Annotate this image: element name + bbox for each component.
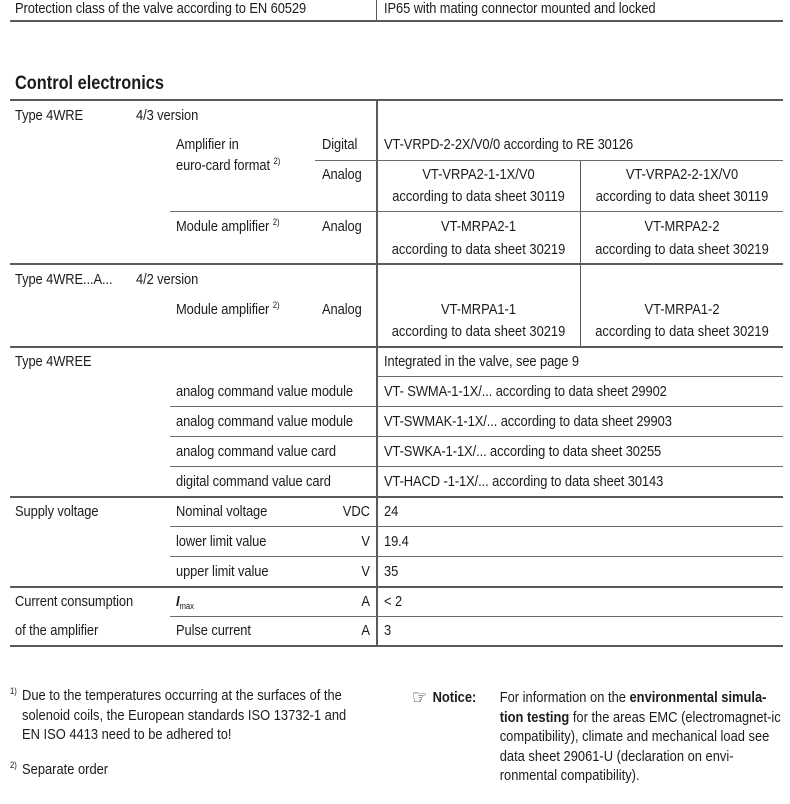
command-row-label: analog command value module: [176, 383, 353, 400]
notice-box: [412, 687, 787, 784]
notice-text-before: For information on the: [499, 689, 630, 706]
command-row-value: VT- SWMA-1-1X/... according to data sheet 29902: [384, 383, 667, 400]
module-amp-label: [176, 218, 279, 236]
notice-bold-text: environmental simula-tion testing: [499, 689, 767, 726]
mrpa2-2-line2: according to data sheet 30219: [595, 241, 769, 258]
module-amp-a-text: Module amplifier: [176, 301, 270, 318]
section-rule: [10, 496, 783, 498]
imax-subscript: max: [179, 601, 194, 611]
euro-card-label-line1: Amplifier in: [176, 136, 239, 153]
supply-row-value: 19.4: [384, 533, 409, 550]
module-amp-a-label: [176, 301, 279, 319]
mrpa1-1-line1: VT-MRPA1-1: [440, 301, 517, 318]
type-4wre-a-label: Type 4WRE...A...: [15, 271, 113, 288]
column-divider: [376, 0, 377, 21]
integrated-value: Integrated in the valve, see page 9: [384, 353, 579, 370]
type-4wree-label: Type 4WREE: [15, 353, 92, 370]
notice-text: [500, 688, 787, 786]
footnote-1: [10, 686, 364, 743]
mrpa2-1-line1: VT-MRPA2-1: [440, 218, 517, 235]
row-rule: [170, 466, 783, 467]
current-row-label: Pulse current: [176, 622, 251, 639]
footnote-text: Due to the temperatures occurring at the surfaces of the solenoid coils, the European standards ISO 13732-1 and EN ISO 4413 need to be adhered to!: [22, 687, 347, 743]
vrpa2-2-line2: according to data sheet 30119: [595, 188, 769, 205]
command-row-value: VT-HACD -1-1X/... according to data sheet 30143: [384, 473, 664, 490]
imax-label: [176, 593, 194, 611]
table-bottom-rule: [10, 645, 783, 647]
supply-row-value: 35: [384, 563, 399, 580]
mrpa1-2-line2: according to data sheet 30219: [595, 323, 769, 340]
section-rule: [10, 586, 783, 588]
footnote-ref: 2): [273, 156, 281, 166]
vrpa2-1-line1: VT-VRPA2-1-1X/V0: [422, 166, 535, 183]
supply-row-unit: V: [361, 563, 370, 580]
command-row-label: analog command value card: [176, 443, 336, 460]
footnote-ref: 2): [272, 217, 280, 227]
euro-card-label-text: euro-card format: [176, 157, 270, 174]
supply-row-label: Nominal voltage: [176, 503, 268, 520]
row-rule: [170, 556, 783, 557]
notice-text-after: for the areas EMC (electromagnet-ic compatibility), climate and mechanical load see data sheet 29061-U (declaration on envi-ronmental compatibility).: [499, 708, 781, 784]
analog-kind: Analog: [322, 166, 362, 183]
imax-symbol: I: [176, 593, 180, 610]
command-row-label: digital command value card: [176, 473, 331, 490]
footnote-ref: 2): [272, 300, 280, 310]
main-column-divider: [376, 100, 378, 646]
footnote-text: Separate order: [22, 761, 109, 778]
footnote-ref: 2): [10, 760, 17, 770]
section-rule: [10, 263, 783, 265]
module-amp-kind: Analog: [322, 218, 362, 235]
command-row-value: VT-SWKA-1-1X/... according to data sheet 30255: [384, 443, 662, 460]
section-title: Control electronics: [15, 73, 164, 94]
supply-voltage-label: Supply voltage: [15, 503, 99, 520]
digital-row-rule: [315, 160, 783, 161]
type-4wre-a-version: 4/2 version: [136, 271, 199, 288]
row-rule: [170, 526, 783, 527]
digital-kind: Digital: [322, 136, 358, 153]
command-row-value: VT-SWMAK-1-1X/... according to data sheet 29903: [384, 413, 672, 430]
current-row-value: 3: [384, 622, 392, 639]
current-consumption-label-line2: of the amplifier: [15, 622, 99, 639]
current-consumption-label-line1: Current consumption: [15, 593, 134, 610]
pointing-hand-icon: ☞: [412, 687, 428, 709]
supply-row-label: upper limit value: [176, 563, 269, 580]
euro-card-rule: [170, 211, 783, 212]
euro-card-label-line2: [176, 157, 280, 175]
vrpa2-2-line1: VT-VRPA2-2-1X/V0: [625, 166, 739, 183]
supply-row-unit: V: [361, 533, 370, 550]
mrpa1-1-line2: according to data sheet 30219: [391, 323, 566, 340]
table-top-rule: [10, 99, 783, 101]
protection-class-label: Protection class of the valve according to EN 60529: [15, 0, 307, 17]
inner-column-divider: [580, 161, 581, 347]
row-rule: [170, 406, 783, 407]
mrpa1-2-line1: VT-MRPA1-2: [644, 301, 720, 318]
type-4wre-version: 4/3 version: [136, 107, 199, 124]
row-rule: [170, 616, 783, 617]
current-row-unit: A: [361, 622, 370, 639]
row-rule: [10, 20, 783, 22]
digital-value: VT-VRPD-2-2X/V0/0 according to RE 30126: [384, 136, 634, 153]
module-amp-text: Module amplifier: [176, 218, 270, 235]
type-4wre-label: Type 4WRE: [15, 107, 84, 124]
module-amp-a-kind: Analog: [322, 301, 362, 318]
current-row-value: < 2: [384, 593, 403, 610]
supply-row-label: lower limit value: [176, 533, 267, 550]
footnote-ref: 1): [10, 686, 17, 696]
protection-class-value: IP65 with mating connector mounted and locked: [384, 0, 656, 17]
command-row-label: analog command value module: [176, 413, 353, 430]
mrpa2-2-line1: VT-MRPA2-2: [644, 218, 720, 235]
section-rule: [10, 346, 783, 348]
row-rule: [170, 436, 783, 437]
mrpa2-1-line2: according to data sheet 30219: [391, 241, 566, 258]
vrpa2-1-line2: according to data sheet 30119: [392, 188, 565, 205]
footnote-2: [10, 760, 364, 780]
supply-row-value: 24: [384, 503, 399, 520]
supply-row-unit: VDC: [342, 503, 370, 520]
current-row-unit: A: [361, 593, 370, 610]
row-rule: [377, 376, 783, 377]
notice-label: Notice:: [432, 689, 477, 706]
